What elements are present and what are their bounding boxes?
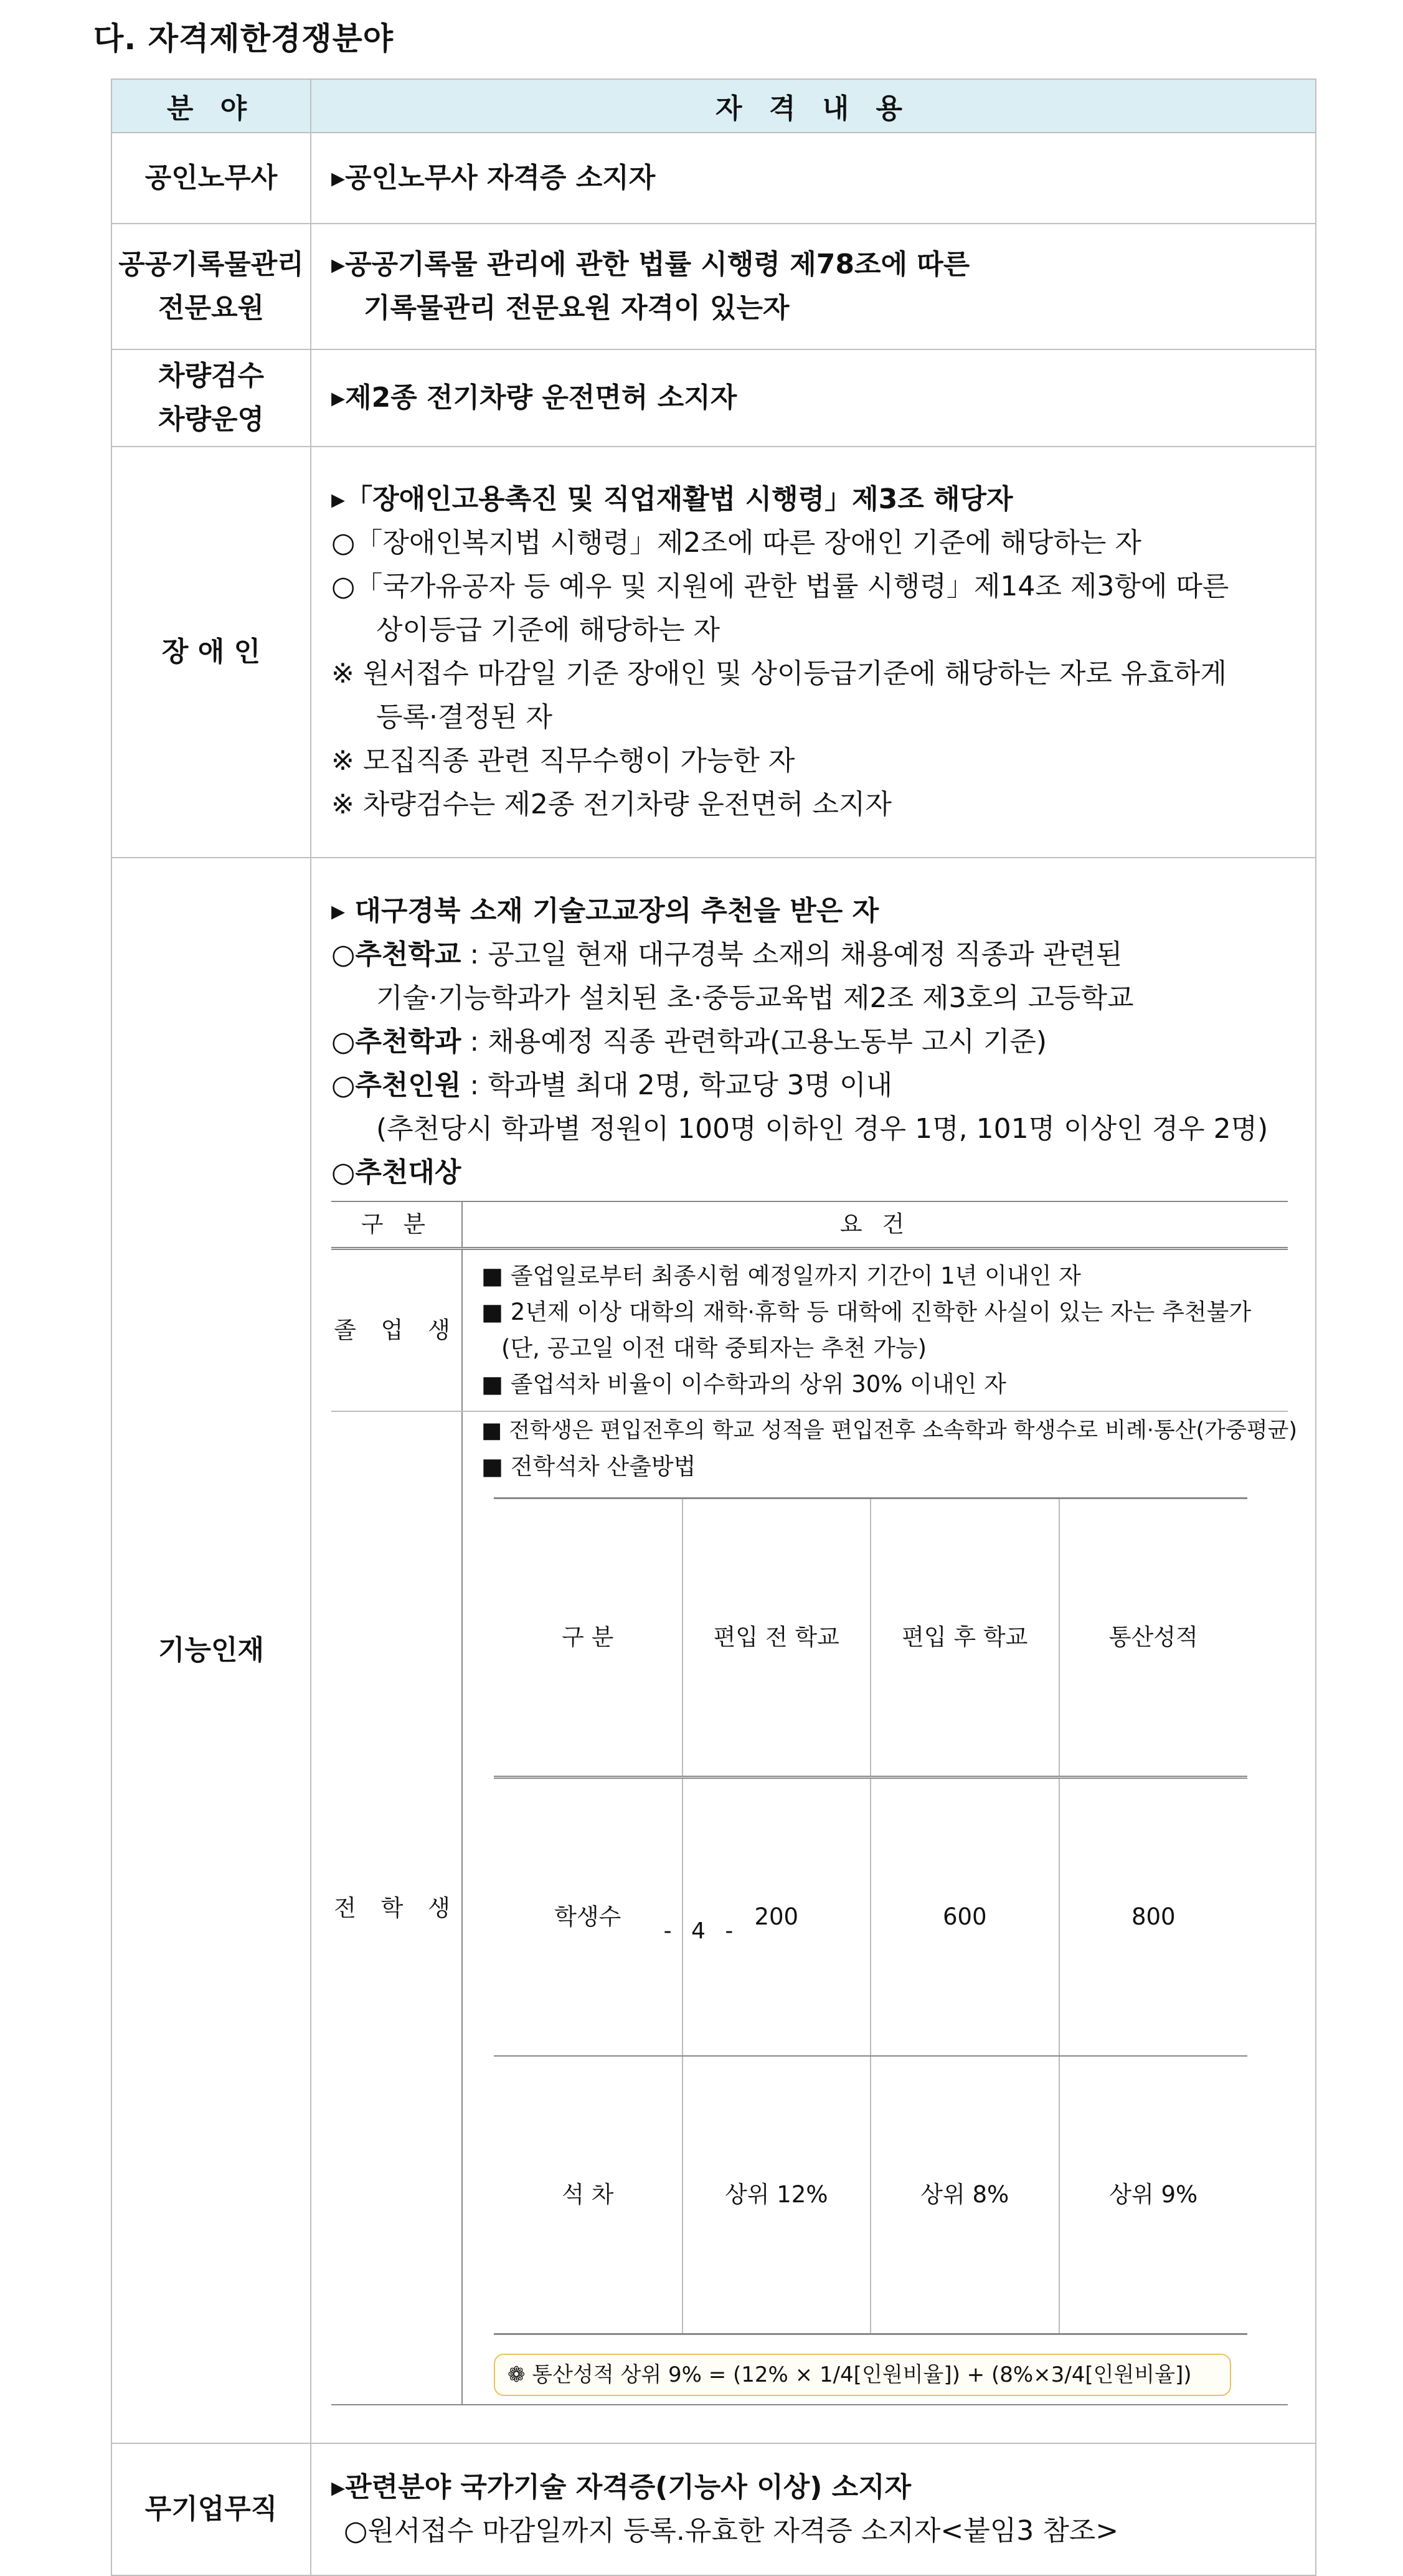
field-cell [111,2443,311,2575]
field-label: 차량운영 [158,404,264,435]
table-row [111,224,1316,349]
content-line: 기록물관리 전문요원 자격이 있는자 [364,292,790,324]
field-cell [111,133,311,224]
content-cell [311,858,1316,2443]
content-line [331,933,1303,977]
requirements-header-row [331,1201,1288,1249]
requirements-label: 졸 업 생 [331,1249,462,1412]
calculation-note: ❁ 통산성적 상위 9% = (12% × 1/4[인원비율]) + (8%×3/4[인원비율]) [494,2354,1231,2396]
calc-cell: 800 [1059,1778,1248,2057]
field-label: 전문요원 [158,292,264,324]
requirements-header-content: 요 건 [462,1201,1288,1249]
calc-cell: 200 [683,1778,871,2057]
requirements-row-transfer [331,1411,1288,2405]
content-line: ▸제2종 전기차량 운전면허 소지자 [331,382,737,414]
item-text: : 학과별 최대 2명, 학교당 3명 이내 [461,1069,893,1101]
requirements-row-graduate [331,1249,1288,1412]
content-line [331,1020,1303,1064]
calc-header-row [494,1499,1247,1778]
requirements-cell [462,1249,1288,1412]
item-text: : 공고일 현재 대구경북 소재의 채용예정 직종과 관련된 [461,939,1123,970]
item-label: ○추천대상 [331,1157,461,1188]
field-label: 기능인재 [158,1634,264,1666]
requirements-table [331,1201,1298,2405]
requirement-line: ■ 2년제 이상 대학의 재학·휴학 등 대학에 진학한 사실이 있는 자는 추천불가 [481,1299,1252,1325]
content-line: ▸공인노무사 자격증 소지자 [331,162,656,194]
content-line: ※ 차량검수는 제2종 전기차량 운전면허 소지자 [331,788,892,820]
calc-header: 통산성적 [1059,1499,1248,1778]
calc-cell: 상위 12% [683,2056,871,2334]
content-cell [311,133,1316,224]
header-content: 자 격 내 용 [311,79,1316,133]
content-cell [311,2443,1316,2575]
field-label: 장 애 인 [161,636,261,668]
content-cell [311,447,1316,858]
requirements-header-label: 구 분 [331,1201,462,1249]
table-row [111,2443,1316,2575]
calc-header: 편입 후 학교 [871,1499,1059,1778]
calc-cell: 학생수 [494,1778,683,2057]
item-text: : 채용예정 직종 관련학과(고용노동부 고시 기준) [461,1026,1047,1058]
requirement-line: ■ 전학생은 편입전후의 학교 성적을 편입전후 소속학과 학생수로 비례·통산(가중평균) [481,1418,1298,1443]
content-line: ▸「장애인고용촉진 및 직업재활법 시행령」제3조 해당자 [331,483,1013,515]
calc-header: 편입 전 학교 [683,1499,871,1778]
content-line: ▸공공기록물 관리에 관한 법률 시행령 제78조에 따른 [331,249,970,280]
content-line: ○「장애인복지법 시행령」제2조에 따른 장애인 기준에 해당하는 자 [331,527,1141,559]
calc-cell: 600 [871,1778,1059,2057]
requirement-line: ■ 졸업일로부터 최종시험 예정일까지 기간이 1년 이내인 자 [481,1262,1081,1289]
content-line: 상이등급 기준에 해당하는 자 [376,614,720,646]
content-cell [311,349,1316,447]
table-row [111,349,1316,447]
item-label: ○추천인원 [331,1069,461,1101]
requirements-cell [462,1411,1298,2405]
field-cell [111,224,311,349]
requirement-line: ■ 졸업석차 비율이 이수학과의 상위 30% 이내인 자 [481,1371,1006,1398]
header-field: 분 야 [111,79,311,133]
content-line: 기술·기능학과가 설치된 초·중등교육법 제2조 제3호의 고등학교 [376,982,1134,1014]
table-header-row [111,79,1316,133]
content-line [331,1151,1303,1195]
table-row [111,447,1316,858]
field-label: 공인노무사 [144,162,278,194]
qualification-table [111,78,1316,2576]
field-label: 차량검수 [158,360,264,392]
rank-calculation-table [494,1497,1247,2335]
field-cell [111,349,311,447]
field-cell [111,447,311,858]
field-label: 무기업무직 [144,2493,278,2525]
content-line [331,1064,1303,1107]
field-label: 공공기록물관리 [118,249,304,280]
section-title: 다. 자격제한경쟁분야 [93,21,394,57]
content-cell [311,224,1316,349]
content-line: 등록·결정된 자 [376,701,552,733]
calc-row [494,2056,1247,2334]
requirements-label: 전 학 생 [331,1411,462,2405]
content-line: (추천당시 학과별 정원이 100명 이하인 경우 1명, 101명 이상인 경우 2명) [376,1113,1268,1145]
content-line: ※ 원서접수 마감일 기준 장애인 및 상이등급기준에 해당하는 자로 유효하게 [331,658,1227,689]
calc-cell: 상위 9% [1059,2056,1248,2334]
requirement-line: (단, 공고일 이전 대학 중퇴자는 추천 가능) [501,1335,927,1361]
content-line: ※ 모집직종 관련 직무수행이 가능한 자 [331,745,795,777]
calc-cell: 석 차 [494,2056,683,2334]
table-row [111,133,1316,224]
table-row [111,858,1316,2443]
calc-row [494,1778,1247,2057]
content-heading: ▸ 대구경북 소재 기술고교장의 추천을 받은 자 [331,895,879,927]
content-line: ○「국가유공자 등 예우 및 지원에 관한 법률 시행령」제14조 제3항에 따른 [331,571,1229,602]
requirement-line: ■ 전학석차 산출방법 [481,1453,696,1480]
field-cell [111,858,311,2443]
item-label: ○추천학과 [331,1026,461,1058]
item-label: ○추천학교 [331,939,461,970]
calc-header: 구 분 [494,1499,683,1778]
page-number: - 4 - [663,1918,740,1944]
content-line: ▸관련분야 국가기술 자격증(기능사 이상) 소지자 [331,2471,912,2503]
content-line: ○원서접수 마감일까지 등록.유효한 자격증 소지자<붙임3 참조> [344,2515,1119,2547]
calc-cell: 상위 8% [871,2056,1059,2334]
